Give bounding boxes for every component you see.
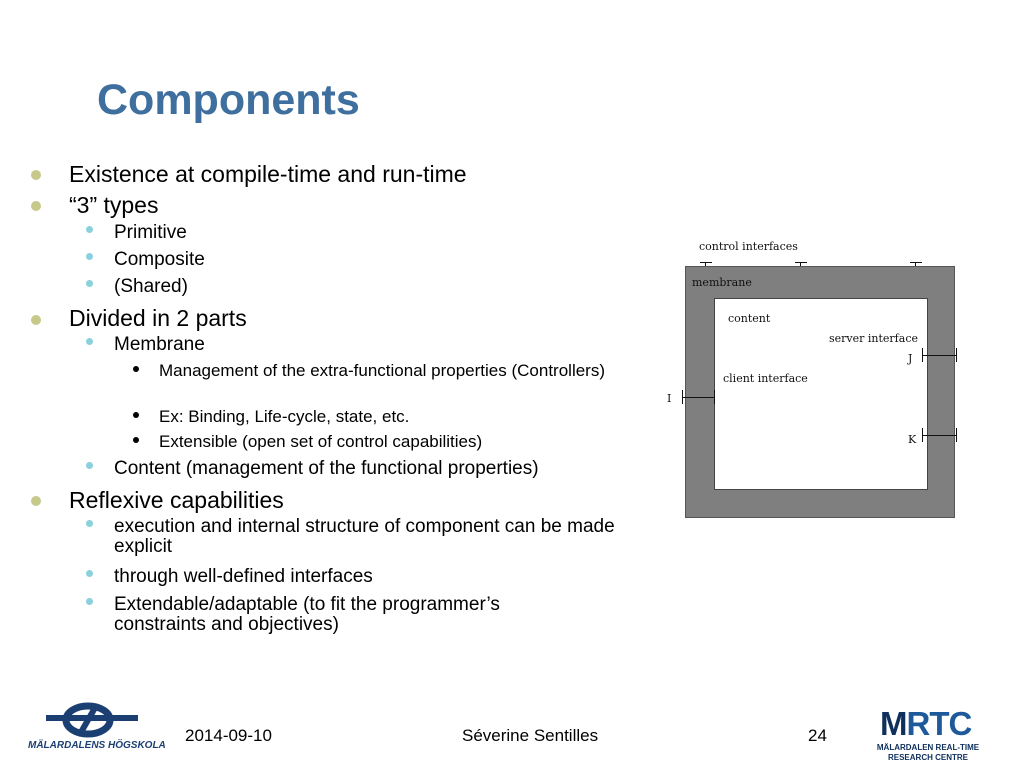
sub-sub-bullet-marker [133, 366, 139, 372]
sub-bullet-item: (Shared) [114, 276, 188, 297]
control-interface-tick [910, 262, 922, 263]
sub-bullet-marker [86, 338, 93, 345]
interface-k-tick [956, 428, 957, 442]
content-box [714, 298, 928, 490]
sub-bullet-marker [86, 253, 93, 260]
interface-j-label: J [908, 352, 913, 365]
sub-bullet-marker [86, 520, 93, 527]
slide-title: Components [97, 76, 360, 124]
bullet-item: “3” types [69, 192, 159, 218]
server-interface-label: server interface [829, 332, 918, 345]
interface-j-tick [956, 348, 957, 362]
bullet-item: Reflexive capabilities [69, 487, 284, 513]
sub-bullet-item: Content (management of the functional properties) [114, 458, 539, 479]
mrtc-logo-m: M [880, 705, 907, 742]
control-interface-tick [700, 262, 712, 263]
footer-date: 2014-09-10 [185, 726, 272, 745]
content-label: content [728, 312, 771, 325]
sub-bullet-marker [86, 280, 93, 287]
sub-bullet-item: through well-defined interfaces [114, 566, 373, 587]
page-number: 24 [808, 726, 827, 745]
control-interfaces-label: control interfaces [699, 240, 798, 253]
sub-sub-bullet-marker [133, 437, 139, 443]
mrtc-logo-rtc: RTC [906, 705, 972, 742]
sub-sub-bullet-marker [133, 412, 139, 418]
mdh-logo-mark [28, 700, 153, 740]
bullet-item: Divided in 2 parts [69, 305, 247, 331]
component-diagram [660, 236, 970, 526]
sub-bullet-item: Primitive [114, 222, 187, 243]
bullet-item: Existence at compile-time and run-time [69, 161, 467, 187]
footer-author: Séverine Sentilles [462, 726, 599, 745]
mrtc-logo [872, 705, 984, 765]
interface-j-connector [922, 355, 956, 356]
mrtc-subtitle-1: MÄLARDALEN REAL-TIME [876, 743, 980, 752]
mdh-logo [28, 700, 166, 760]
sub-bullet-marker [86, 226, 93, 233]
mrtc-logo-wordmark [880, 705, 971, 743]
mrtc-subtitle-2: RESEARCH CENTRE [887, 753, 968, 762]
sub-sub-bullet-item: Ex: Binding, Life-cycle, state, etc. [159, 407, 410, 426]
interface-i-label: I [667, 392, 672, 405]
interface-i-tick [714, 390, 715, 404]
sub-bullet-item: Extendable/adaptable (to fit the programmer’s constraints and objectives) [114, 594, 500, 635]
membrane-label: membrane [692, 276, 752, 289]
mdh-logo-text: MÄLARDALENS HÖGSKOLA [28, 740, 166, 751]
sub-bullet-item: Composite [114, 249, 205, 270]
sub-sub-bullet-item: Extensible (open set of control capabilities) [159, 432, 483, 451]
sub-bullet-marker [86, 462, 93, 469]
bullet-marker [31, 315, 41, 325]
sub-sub-bullet-item: Management of the extra-functional properties (Controllers) [159, 361, 605, 380]
bullet-marker [31, 496, 41, 506]
sub-bullet-marker [86, 570, 93, 577]
control-interface-tick [795, 262, 807, 263]
interface-k-connector [922, 435, 956, 436]
bullet-marker [31, 170, 41, 180]
sub-bullet-item: Membrane [114, 334, 205, 355]
client-interface-label: client interface [723, 372, 808, 385]
sub-bullet-item: execution and internal structure of component can be made explicit [114, 516, 615, 557]
sub-bullet-marker [86, 598, 93, 605]
interface-k-label: K [908, 433, 917, 446]
bullet-marker [31, 201, 41, 211]
interface-i-connector [682, 397, 714, 398]
